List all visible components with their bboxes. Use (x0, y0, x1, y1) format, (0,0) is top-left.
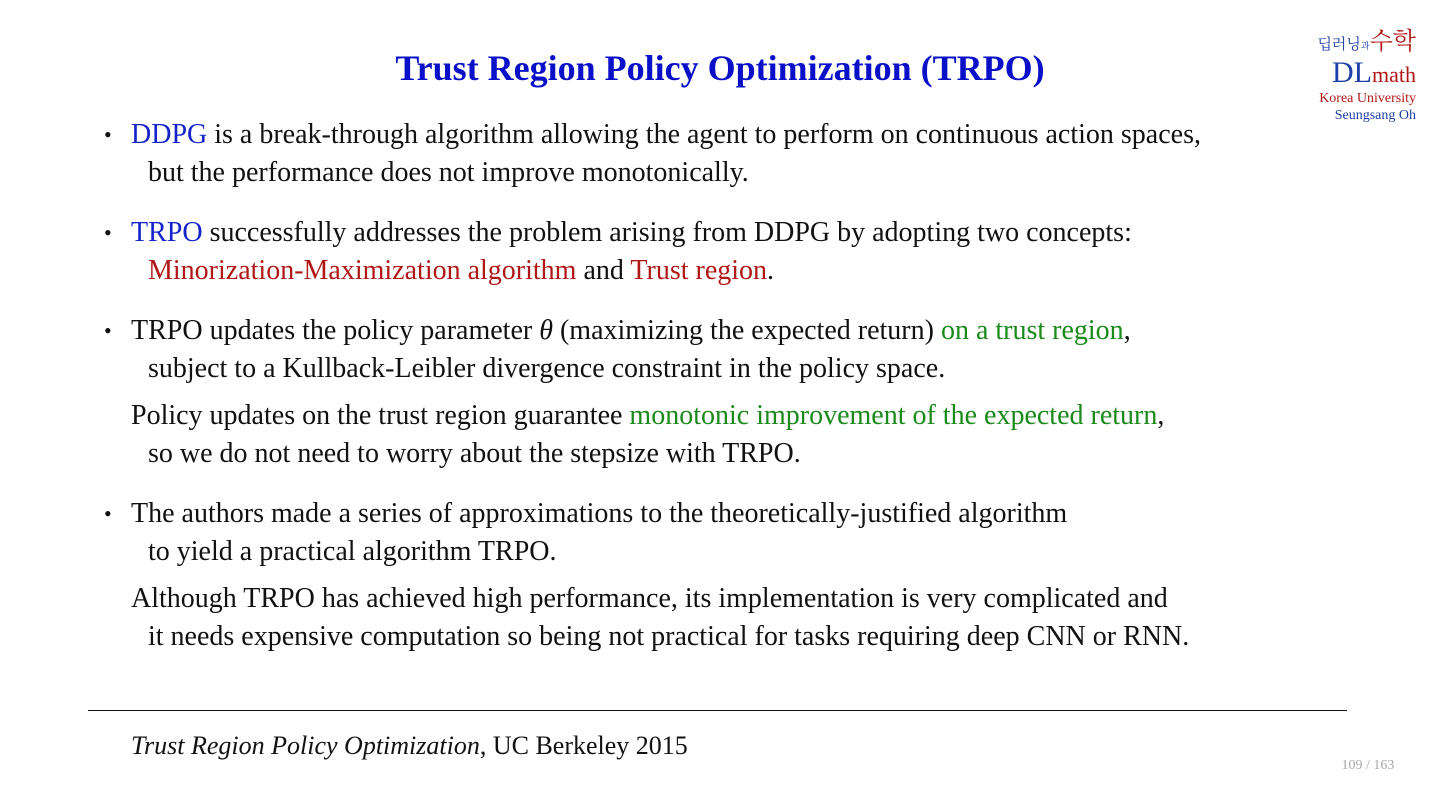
slide-title: Trust Region Policy Optimization (TRPO) (395, 48, 1045, 88)
bullet-4-line-1: The authors made a series of approximations to the theoretically-justified algorithm (131, 498, 1068, 529)
reference-citation: Trust Region Policy Optimization, UC Berkeley 2015 (131, 731, 688, 760)
logo-university: Korea University (1319, 91, 1416, 106)
logo-dl: DL (1332, 56, 1372, 89)
bullet-marker: • (104, 220, 112, 245)
ddpg-term: DDPG (131, 119, 208, 150)
bullet-1-line-1: DDPG is a break-through algorithm allowing the agent to perform on continuous action spaces, (131, 119, 1201, 150)
monotonic-improvement-term: monotonic improvement of the expected return (629, 400, 1158, 431)
bullet-4-para-line-1: Although TRPO has achieved high performance, its implementation is very complicated and (131, 583, 1168, 614)
bullet-3-para-line-2: so we do not need to worry about the stepsize with TRPO. (148, 438, 801, 469)
bullet-3-line-2: subject to a Kullback-Leibler divergence constraint in the policy space. (148, 353, 946, 384)
bullet-4-line-2: to yield a practical algorithm TRPO. (148, 536, 557, 567)
reference-title: Trust Region Policy Optimization (131, 731, 480, 760)
theta-symbol: θ (539, 315, 553, 346)
logo-korean-title (1296, 30, 1416, 58)
trust-region-term: Trust region (630, 255, 768, 286)
bullet-3-para-line-1: Policy updates on the trust region guarantee monotonic improvement of the expected return, (131, 400, 1165, 431)
logo-korean-1: 딥러닝 (1317, 37, 1361, 53)
bullet-4-para-line-2: it needs expensive computation so being not practical for tasks requiring deep CNN or RNN. (148, 621, 1190, 652)
page-number: 109 / 163 (1341, 758, 1395, 773)
bullet-2-line-2: Minorization-Maximization algorithm and Trust region. (148, 255, 775, 286)
bullet-marker: • (104, 501, 112, 526)
mm-algorithm-term: Minorization-Maximization algorithm (148, 255, 577, 286)
footer-divider (88, 710, 1347, 711)
bullet-marker: • (104, 318, 112, 343)
dlmath-logo (1296, 30, 1416, 124)
reference-source: UC Berkeley 2015 (486, 731, 688, 760)
bullet-marker: • (104, 122, 112, 147)
logo-author: Seungsang Oh (1334, 108, 1416, 123)
bullet-1-line-2: but the performance does not improve monotonically. (148, 157, 749, 188)
logo-korean-2: 수학 (1369, 29, 1416, 55)
logo-korean-join: 과 (1360, 41, 1370, 51)
trpo-term: TRPO (131, 217, 203, 248)
logo-math: math (1372, 62, 1416, 87)
on-trust-region-term: on a trust region (940, 315, 1124, 346)
bullet-2-line-1: TRPO successfully addresses the problem arising from DDPG by adopting two concepts: (131, 217, 1132, 248)
logo-dlmath (1296, 58, 1416, 90)
bullet-3-line-1: TRPO updates the policy parameter θ (maximizing the expected return) on a trust region, (131, 315, 1131, 346)
